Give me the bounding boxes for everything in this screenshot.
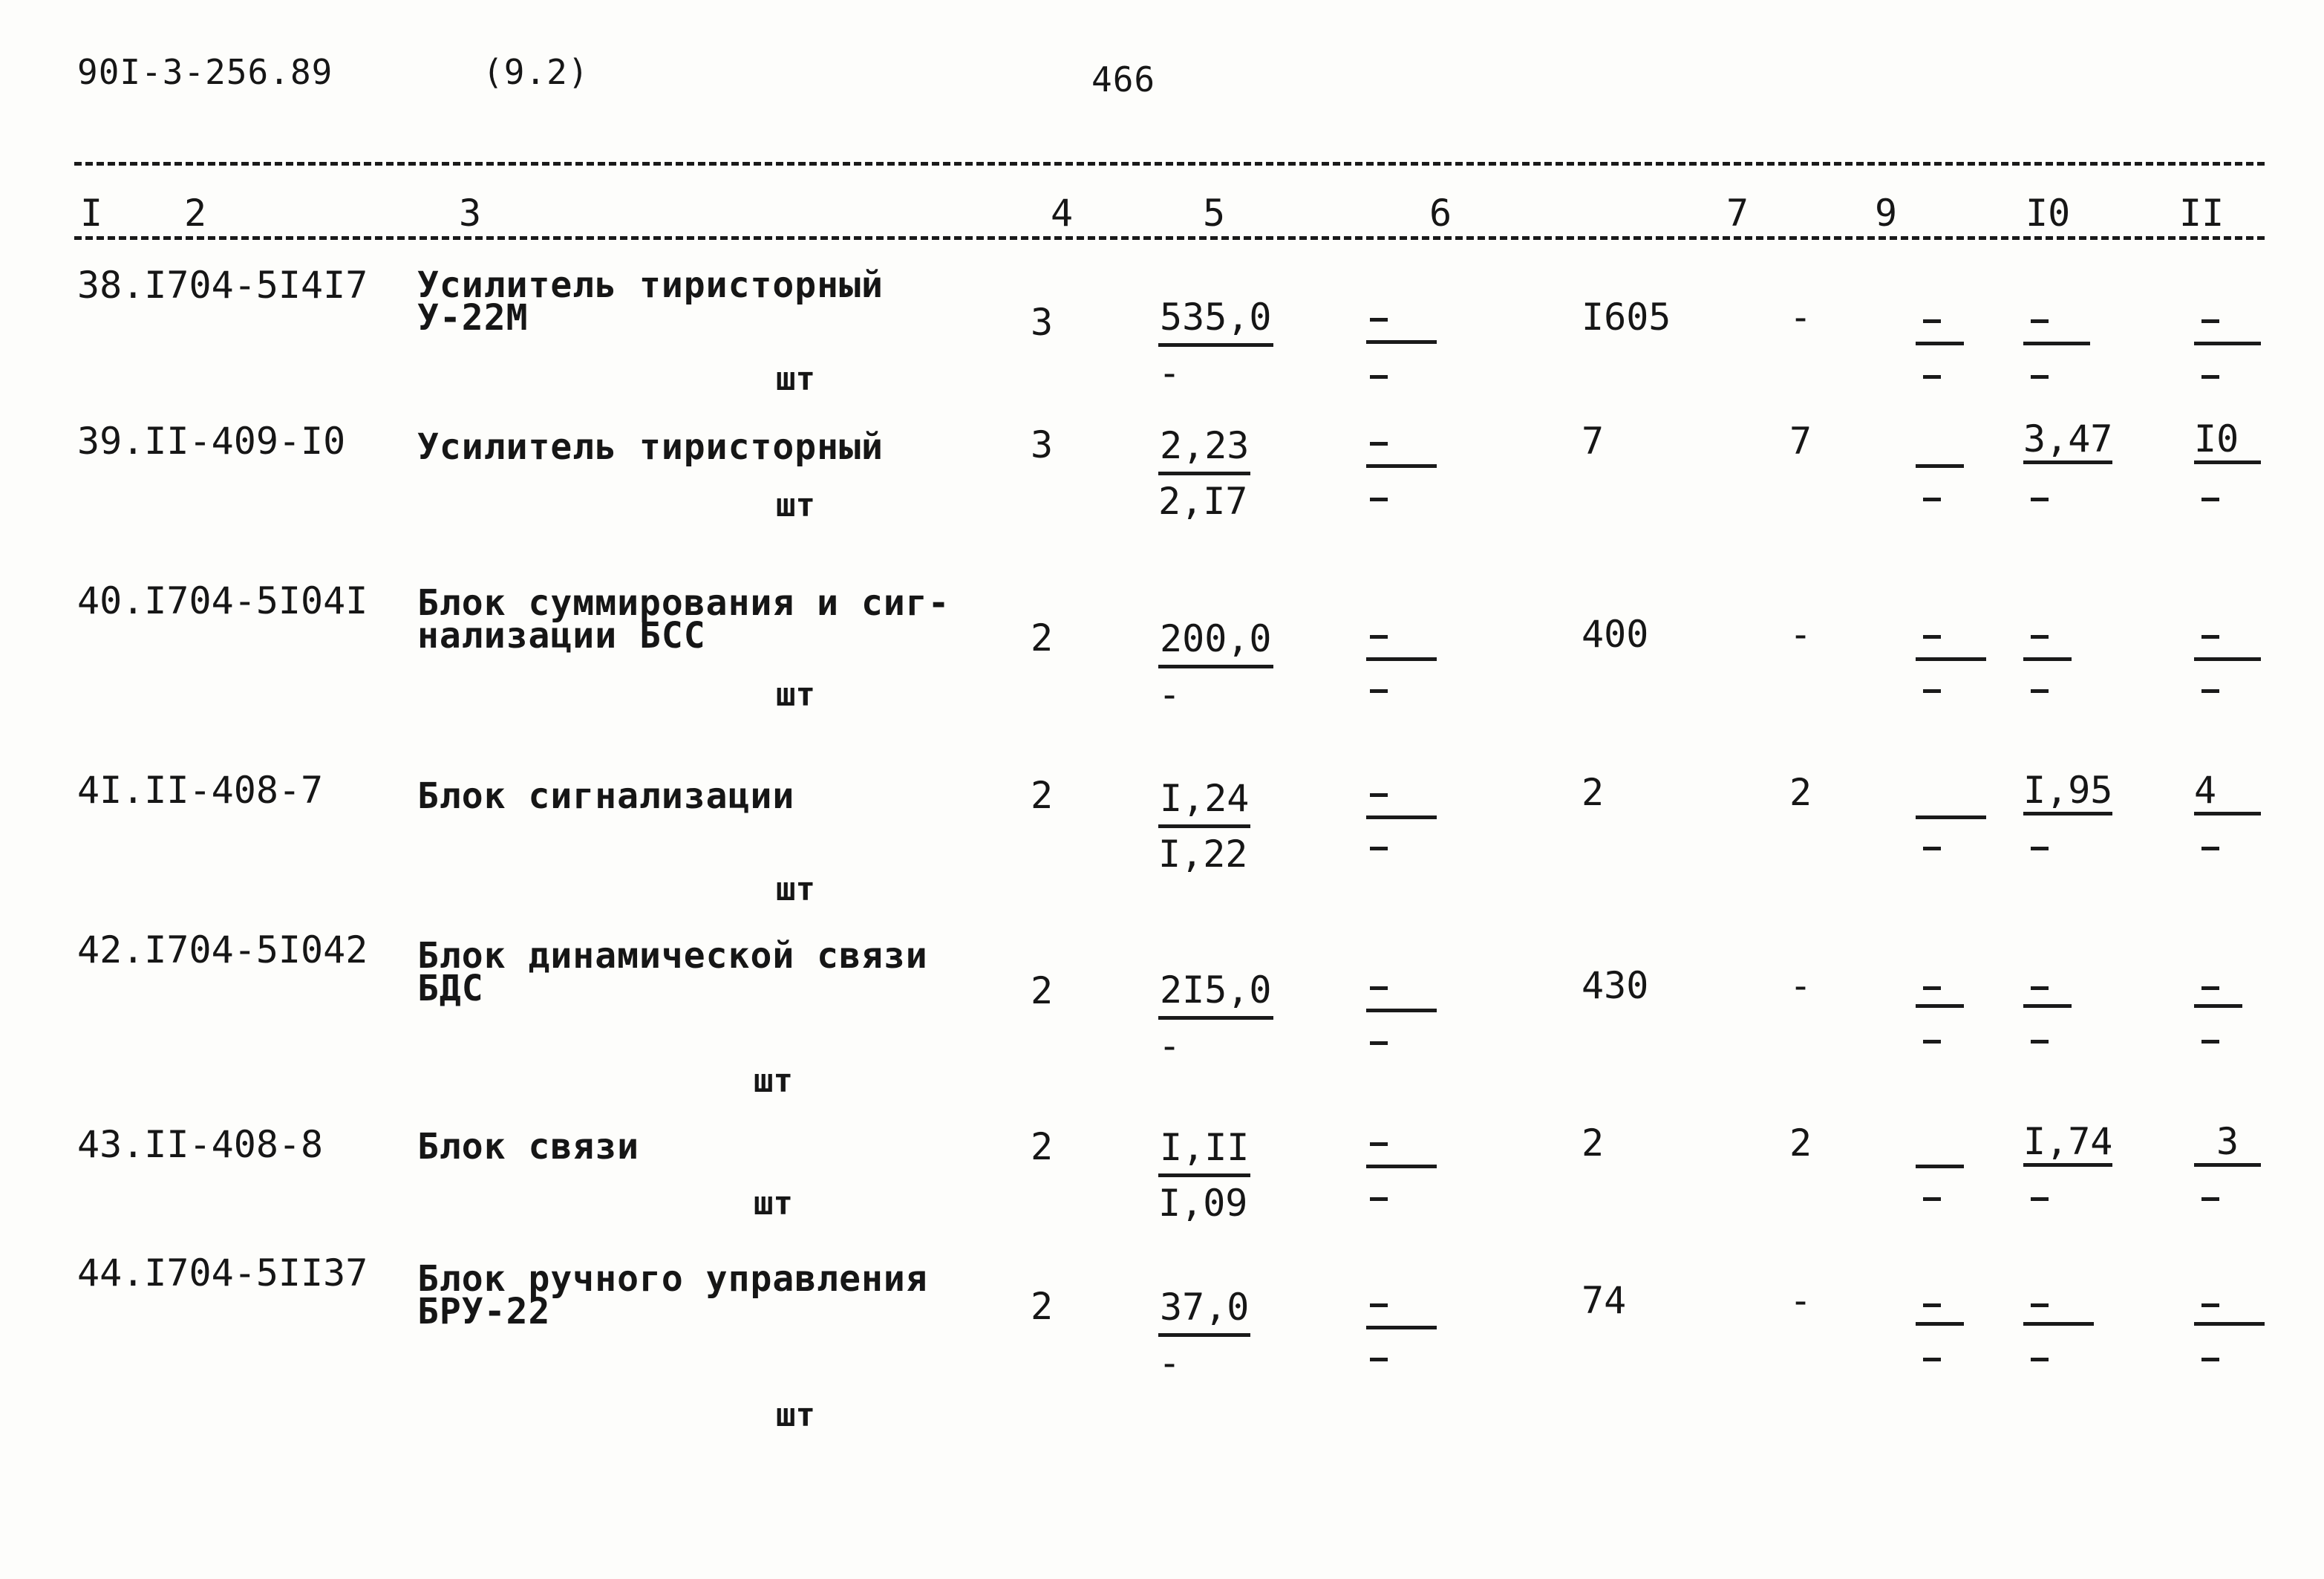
unit-price (1158, 420, 1250, 527)
col9-value: 2 (1789, 1121, 1812, 1165)
col6-dash (1370, 986, 1388, 990)
col6-dash (1370, 689, 1388, 693)
unit-label: шт (776, 486, 815, 524)
col11-value: 3 (2194, 1120, 2261, 1167)
dash-mark (2201, 1040, 2219, 1044)
col9-value: - (1789, 296, 1812, 339)
col9-value: 7 (1789, 420, 1812, 463)
col6-dash (1370, 793, 1388, 797)
item-name-cont: нализации БСС (417, 615, 706, 657)
col10-rule (1916, 657, 1986, 661)
dash-mark (2201, 635, 2219, 639)
col6-dash (1370, 1041, 1388, 1045)
price-secondary: 2,I7 (1158, 480, 1248, 523)
dash-mark (2031, 1358, 2049, 1361)
col6-rule (1366, 1009, 1437, 1012)
col9-value: - (1789, 964, 1812, 1007)
page-number: 466 (1091, 59, 1156, 100)
section-number: (9.2) (483, 52, 590, 92)
col11-value: 4 (2194, 769, 2261, 815)
col6-dash (1370, 635, 1388, 639)
unit-price (1158, 291, 1273, 399)
col6-dash (1370, 442, 1388, 446)
column-number-7: 7 (1726, 192, 1749, 235)
col6-dash (1370, 498, 1388, 501)
col11-rule (2023, 1322, 2094, 1326)
dash-mark (1923, 986, 1941, 990)
quantity: 2 (1031, 774, 1054, 817)
position-code: 39.II-409-I0 (77, 420, 346, 463)
item-name: Усилитель тиристорный (417, 426, 884, 468)
total-value: I605 (1582, 296, 1671, 339)
col6-dash (1370, 375, 1388, 379)
position-code: 44.I704-5II37 (77, 1251, 368, 1295)
item-name: Блок ручного управления (417, 1258, 928, 1300)
col6-rule (1366, 464, 1437, 468)
dash-mark (2031, 689, 2049, 693)
col10-rule (1916, 464, 1964, 468)
dash-mark (2201, 319, 2219, 323)
price-value: I,24 (1158, 772, 1250, 828)
col9-value: - (1789, 1279, 1812, 1322)
col6-rule (1366, 657, 1437, 661)
col12-rule (2194, 1322, 2265, 1326)
col11-rule (2023, 342, 2090, 345)
col10-rule (1916, 1165, 1964, 1168)
position-code: 42.I704-5I042 (77, 928, 368, 971)
dash-mark (2031, 847, 2049, 850)
column-number-6: 6 (1429, 192, 1452, 235)
quantity: 3 (1031, 301, 1054, 344)
unit-label: шт (776, 676, 815, 714)
dash-mark (2031, 986, 2049, 990)
col6-rule (1366, 340, 1437, 344)
col6-dash (1370, 847, 1388, 850)
col10-value: 3,47 (2023, 417, 2112, 464)
price-secondary: - (1158, 1024, 1181, 1067)
dash-mark (2031, 498, 2049, 501)
dash-mark (2201, 847, 2219, 850)
item-name: Блок суммирования и сиг- (417, 582, 950, 624)
position-code: 43.II-408-8 (77, 1123, 324, 1166)
price-value: 2I5,0 (1158, 964, 1273, 1020)
unit-price (1158, 1121, 1250, 1229)
header-bottom-divider (74, 236, 2265, 240)
column-number-11: II (2179, 192, 2225, 235)
dash-mark (2031, 319, 2049, 323)
dash-mark (1923, 1358, 1941, 1361)
dash-mark (2031, 1197, 2049, 1201)
column-number-2: 2 (184, 192, 207, 235)
col11-rule (2023, 1004, 2072, 1008)
col10-value: I,95 (2023, 769, 2112, 815)
position-code: 38.I704-5I4I7 (77, 264, 368, 307)
price-value: 2,23 (1158, 420, 1250, 475)
total-value: 7 (1582, 420, 1605, 463)
unit-price (1158, 1281, 1250, 1389)
dash-mark (1923, 847, 1941, 850)
price-secondary: - (1158, 351, 1181, 394)
quantity: 2 (1031, 616, 1054, 660)
unit-label: шт (754, 1062, 793, 1100)
col6-rule (1366, 1326, 1437, 1329)
item-name: Блок динамической связи (417, 935, 928, 977)
dash-mark (2031, 635, 2049, 639)
quantity: 2 (1031, 969, 1054, 1012)
col11-value: I0 (2194, 417, 2261, 464)
col6-dash (1370, 318, 1388, 322)
dash-mark (2201, 1358, 2219, 1361)
dash-mark (2031, 1040, 2049, 1044)
col6-dash (1370, 1358, 1388, 1361)
document-code: 90I-3-256.89 (77, 52, 333, 92)
total-value: 400 (1582, 613, 1649, 656)
col10-rule (1916, 815, 1986, 819)
column-number-10: I0 (2026, 192, 2071, 235)
unit-price (1158, 772, 1250, 880)
col10-rule (1916, 342, 1964, 345)
col9-value: 2 (1789, 771, 1812, 814)
dash-mark (2201, 1197, 2219, 1201)
price-value: I,II (1158, 1121, 1250, 1177)
dash-mark (1923, 498, 1941, 501)
column-number-1: I (80, 192, 103, 235)
item-name-cont: БРУ-22 (417, 1291, 551, 1332)
price-value: 535,0 (1158, 291, 1273, 347)
col12-rule (2194, 342, 2261, 345)
dash-mark (2031, 375, 2049, 379)
item-name: Блок сигнализации (417, 775, 795, 817)
col11-rule (2023, 657, 2072, 661)
unit-label: шт (776, 1396, 815, 1434)
price-secondary: - (1158, 1341, 1181, 1384)
total-value: 2 (1582, 771, 1605, 814)
total-value: 2 (1582, 1121, 1605, 1165)
total-value: 430 (1582, 964, 1649, 1007)
col6-dash (1370, 1142, 1388, 1146)
price-value: 37,0 (1158, 1281, 1250, 1337)
dash-mark (2201, 1303, 2219, 1307)
position-code: 4I.II-408-7 (77, 769, 324, 812)
dash-mark (1923, 1303, 1941, 1307)
column-number-9: 9 (1875, 192, 1898, 235)
price-secondary: I,22 (1158, 833, 1248, 876)
col12-rule (2194, 657, 2261, 661)
col10-value: I,74 (2023, 1120, 2112, 1167)
dash-mark (1923, 319, 1941, 323)
column-number-3: 3 (459, 192, 482, 235)
dash-mark (1923, 689, 1941, 693)
col6-rule (1366, 1165, 1437, 1168)
dash-mark (2201, 375, 2219, 379)
col12-rule (2194, 1004, 2242, 1008)
price-secondary: - (1158, 673, 1181, 716)
item-name: Усилитель тиристорный (417, 264, 884, 306)
column-number-5: 5 (1203, 192, 1226, 235)
dash-mark (1923, 635, 1941, 639)
position-code: 40.I704-5I04I (77, 579, 368, 622)
header-top-divider (74, 162, 2265, 166)
dash-mark (1923, 1197, 1941, 1201)
price-secondary: I,09 (1158, 1182, 1248, 1225)
col9-value: - (1789, 613, 1812, 656)
unit-price (1158, 613, 1273, 720)
dash-mark (2201, 986, 2219, 990)
quantity: 3 (1031, 423, 1054, 466)
unit-label: шт (776, 360, 815, 398)
col10-rule (1916, 1322, 1964, 1326)
unit-price (1158, 964, 1273, 1072)
quantity: 2 (1031, 1285, 1054, 1328)
col10-rule (1916, 1004, 1964, 1008)
dash-mark (2201, 689, 2219, 693)
total-value: 74 (1582, 1279, 1627, 1322)
column-number-4: 4 (1051, 192, 1074, 235)
dash-mark (2031, 1303, 2049, 1307)
quantity: 2 (1031, 1125, 1054, 1168)
dash-mark (1923, 1040, 1941, 1044)
price-value: 200,0 (1158, 613, 1273, 668)
col6-dash (1370, 1303, 1388, 1307)
dash-mark (1923, 375, 1941, 379)
dash-mark (2201, 498, 2219, 501)
item-name-cont: БДС (417, 968, 484, 1009)
col6-dash (1370, 1197, 1388, 1201)
unit-label: шт (776, 870, 815, 908)
col6-rule (1366, 815, 1437, 819)
item-name-cont: У-22М (417, 297, 529, 339)
item-name: Блок связи (417, 1126, 639, 1168)
unit-label: шт (754, 1185, 793, 1222)
